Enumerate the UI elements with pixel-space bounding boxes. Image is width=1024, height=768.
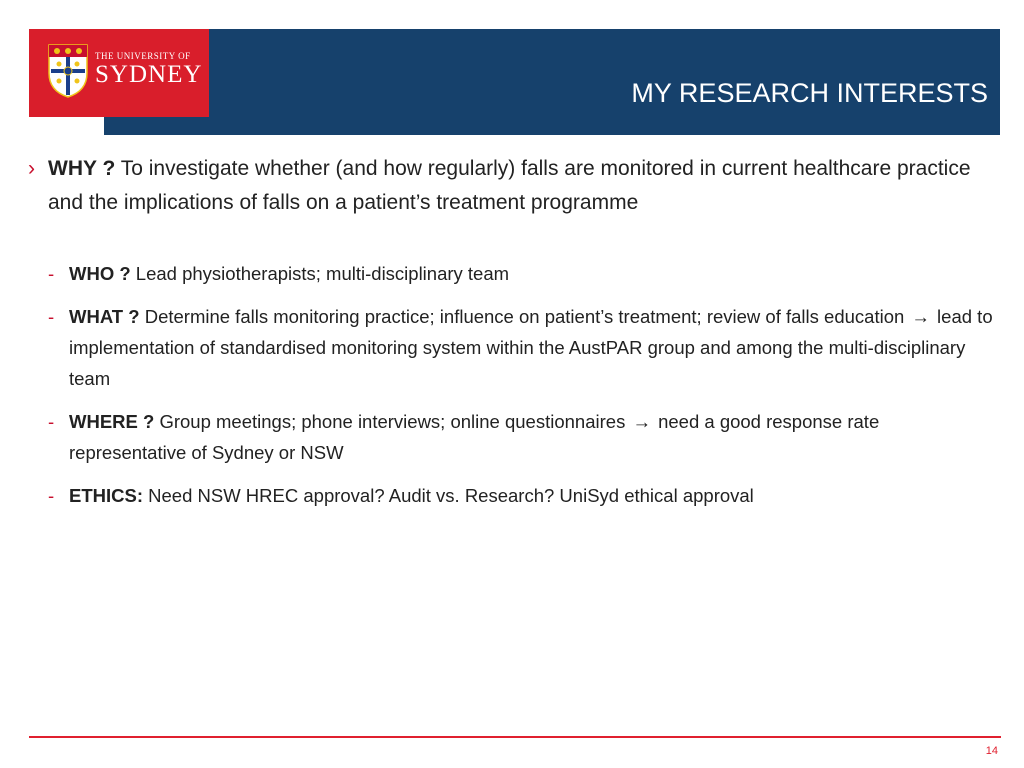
sub-bullet-ethics	[48, 480, 993, 511]
university-logo	[29, 29, 209, 117]
dash-marker: -	[48, 485, 55, 506]
sub-bullet-list	[28, 258, 993, 511]
bullet-label: WHY ?	[48, 157, 116, 180]
dash-marker: -	[48, 306, 55, 327]
arrow-right-icon: →	[632, 411, 651, 432]
sub-bullet-text: Determine falls monitoring practice; influence on patient’s treatment; review of falls education	[139, 306, 910, 327]
sub-bullet-label: WHO ?	[69, 263, 131, 284]
dash-marker: -	[48, 263, 55, 284]
sub-bullet-text-continued: lead to implementation of standardised monitoring system within the AustPAR group and among the multi-disciplinary team	[69, 306, 993, 389]
sub-bullet-label: WHERE ?	[69, 411, 155, 432]
logo-wordmark	[95, 51, 202, 88]
bullet-text: To investigate whether (and how regularly) falls are monitored in current healthcare practice and the implications of falls on a patient’s treatment programme	[48, 157, 971, 214]
sub-bullet-text: Need NSW HREC approval? Audit vs. Research? UniSyd ethical approval	[143, 485, 754, 506]
slide-title: MY RESEARCH INTERESTS	[631, 78, 988, 108]
sub-bullet-text: Lead physiotherapists; multi-disciplinary team	[130, 263, 510, 284]
university-crest-icon	[47, 43, 89, 99]
sub-bullet-label: ETHICS:	[69, 485, 143, 506]
logo-main-text: SYDNEY	[95, 61, 203, 88]
slide-content	[28, 152, 993, 523]
bullet-chevron-icon: ›	[28, 157, 35, 180]
sub-bullet-where	[48, 406, 993, 468]
sub-bullet-text: Group meetings; phone interviews; online questionnaires	[154, 411, 631, 432]
sub-bullet-text-continued: need a good response rate representative of Sydney or NSW	[69, 411, 880, 463]
sub-bullet-what	[48, 301, 993, 394]
bullet-why	[28, 152, 993, 220]
logo-top-text: THE UNIVERSITY OF	[95, 51, 191, 61]
arrow-right-icon: →	[911, 306, 930, 327]
footer-divider	[29, 736, 1001, 738]
page-number: 14	[985, 745, 998, 757]
dash-marker: -	[48, 411, 55, 432]
sub-bullet-who	[48, 258, 993, 289]
sub-bullet-label: WHAT ?	[69, 306, 140, 327]
